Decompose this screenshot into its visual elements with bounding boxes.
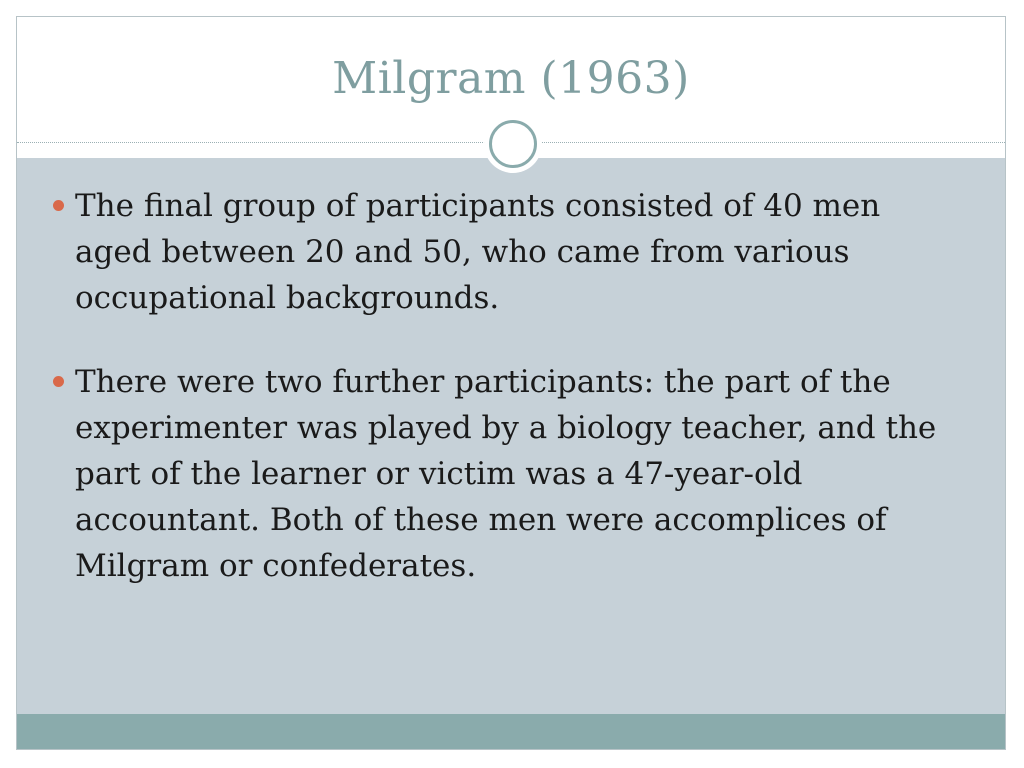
bullet-item	[75, 359, 955, 589]
bullet-dot-icon	[53, 376, 64, 387]
bullet-text: The final group of participants consisted of 40 men aged between 20 and 50, who came from various occupational backgrounds.	[75, 188, 881, 316]
bullet-list	[75, 183, 955, 627]
slide	[16, 16, 1006, 750]
bullet-dot-icon	[53, 200, 64, 211]
circle-ornament-icon	[484, 115, 542, 173]
slide-title: Milgram (1963)	[332, 53, 690, 104]
footer-bar	[17, 714, 1005, 749]
bullet-item	[75, 183, 955, 321]
bullet-text: There were two further participants: the part of the experimenter was played by a biology teacher, and the part of the learner or victim was a 47-year-old accountant. Both of these men were accomplices of Milgram or confederates.	[75, 364, 937, 584]
ring-icon	[489, 120, 537, 168]
